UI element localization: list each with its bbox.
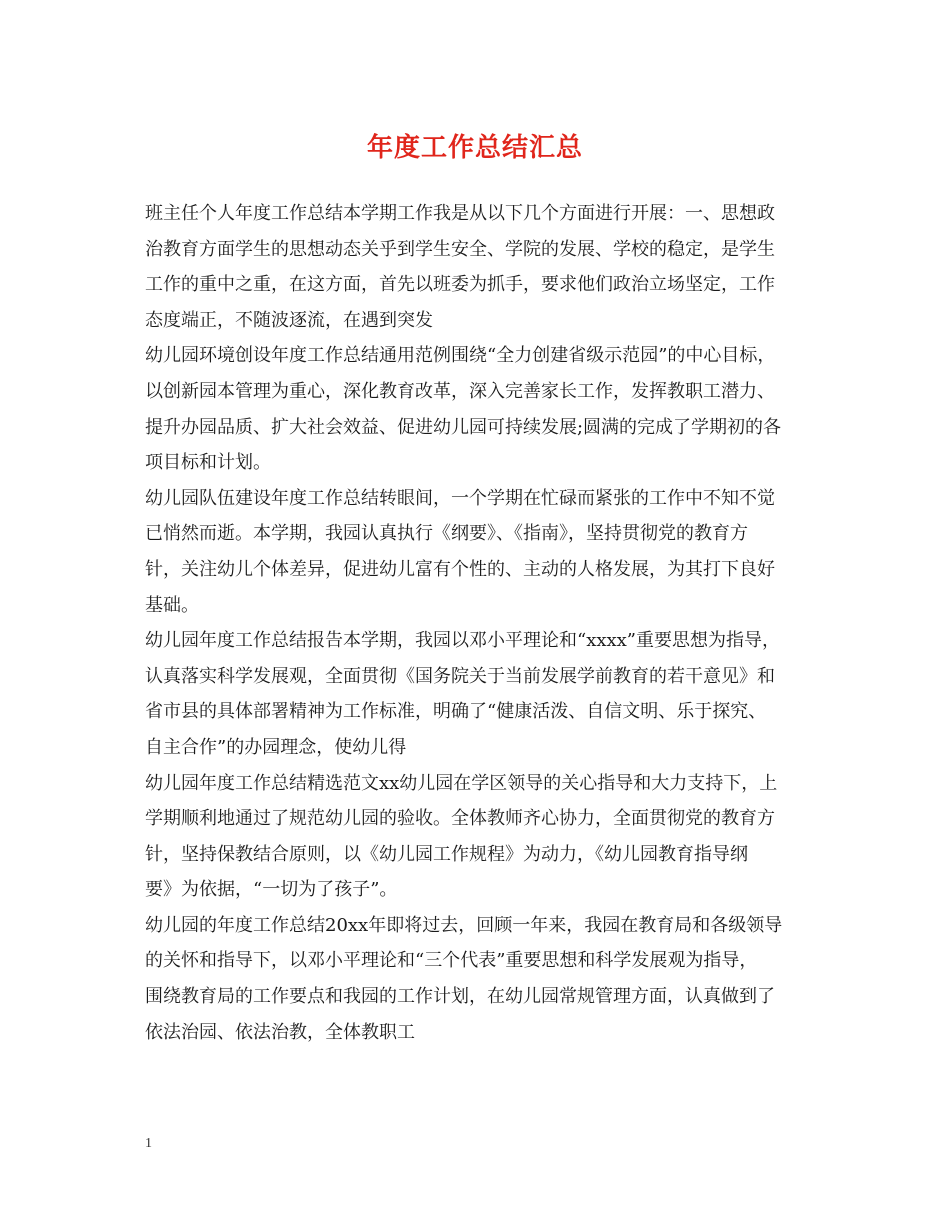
page-number: 1 <box>145 1136 152 1151</box>
document-title: 年度工作总结汇总 <box>366 133 583 163</box>
paragraph-selected-sample: 幼儿园年度工作总结精选范文xx幼儿园在学区领导的关心指导和大力支持下，上 学期顺利地通过了规范幼儿园的验收。全体教师齐心协力，全面贯彻党的教育方 针，坚持保教结合原则，以《幼儿园工作规程》为动力，《幼儿园教育指导纲 要》为依据，“一切为了孩子”。 <box>145 772 778 901</box>
paragraph-annual-report: 幼儿园年度工作总结报告本学期，我园以邓小平理论和“xxxx”重要思想为指导， 认真落实科学发展观，全面贯彻《国务院关于当前发展学前教育的若干意见》和 省市县的具体部署精神为工作标准，明确了“健康活泼、自信文明、乐于探究、 自主合作”的办园理念，使幼儿得 <box>145 630 781 758</box>
paragraph-team-building-summary: 幼儿园队伍建设年度工作总结转眼间，一个学期在忙碌而紧张的工作中不知不觉 已悄然而逝。本学期，我园认真执行《纲要》、《指南》，坚持贯彻党的教育方 针，关注幼儿个体差异，促进幼儿富有个性的、主动的人格发展，为其打下良好 基础。 <box>145 487 775 616</box>
document-body <box>145 196 810 1050</box>
paragraph-annual-summary: 幼儿园的年度工作总结20xx年即将过去，回顾一年来，我园在教育局和各级领导 的关怀和指导下，以邓小平理论和“三个代表”重要思想和科学发展观为指导， 围绕教育局的工作要点和我园的工作计划，在幼儿园常规管理方面，认真做到了 依法治园、依法治教，全体教职工 <box>145 914 783 1043</box>
paragraph-environment-summary: 幼儿园环境创设年度工作总结通用范例围绕“全力创建省级示范园”的中心目标， 以创新园本管理为重心，深化教育改革，深入完善家长工作，发挥教职工潜力、 提升办园品质、扩大社会效益、促进幼儿园可持续发展;圆满的完成了学期初的各 项目标和计划。 <box>145 345 782 474</box>
paragraph-class-teacher-summary: 班主任个人年度工作总结本学期工作我是从以下几个方面进行开展：一、思想政 治教育方面学生的思想动态关乎到学生安全、学院的发展、学校的稳定，是学生 工作的重中之重，在这方面，首先以班委为抓手，要求他们政治立场坚定，工作 态度端正，不随波逐流，在遇到突发 <box>145 203 775 331</box>
